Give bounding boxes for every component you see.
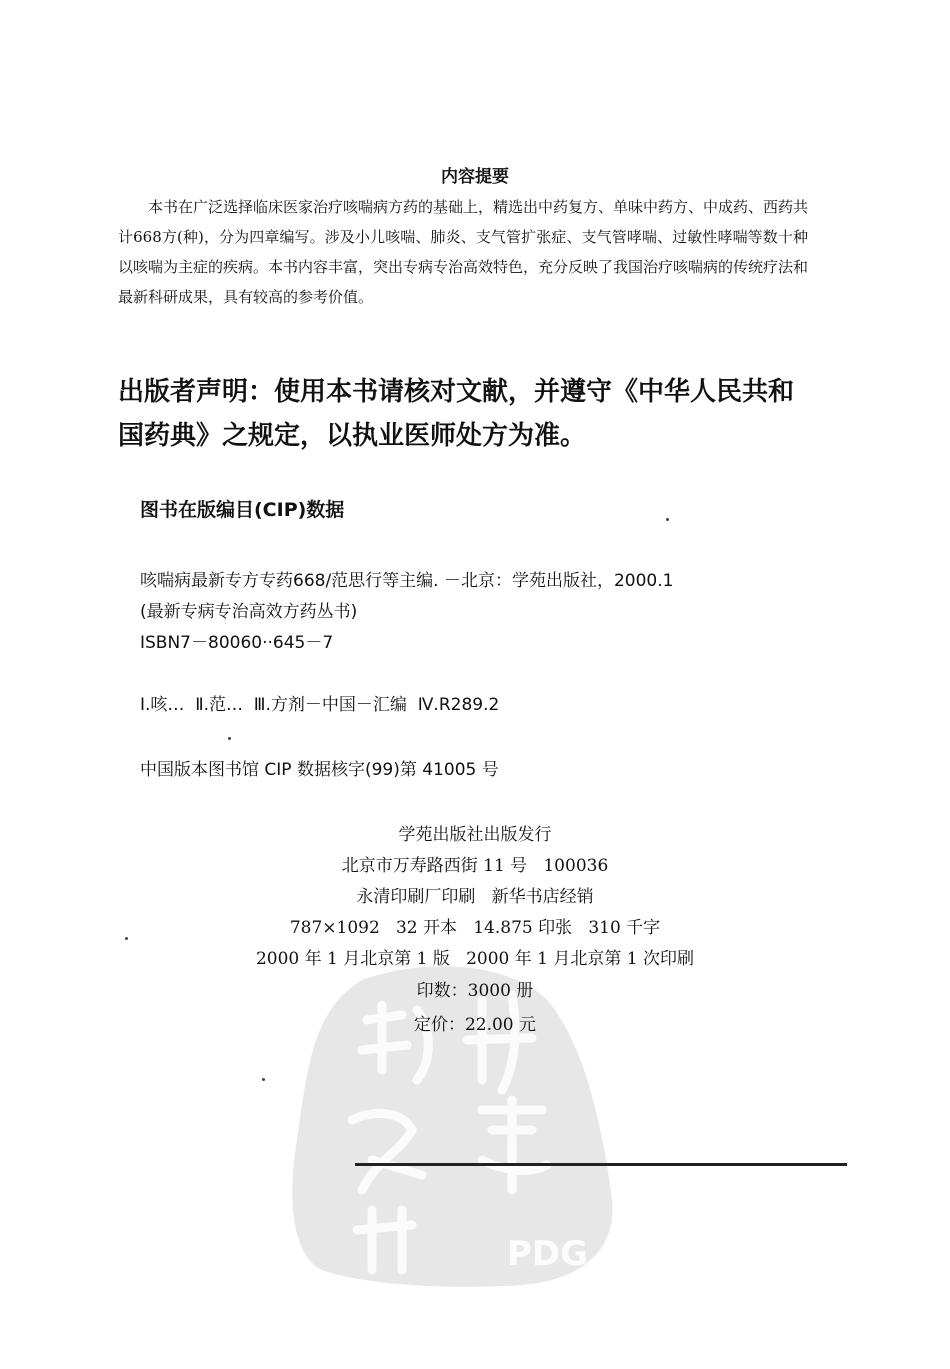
summary-heading: 内容提要 [441, 167, 509, 187]
pub-price: 定价：22.00 元 [413, 1015, 537, 1035]
speck [125, 937, 128, 940]
summary-text: 本书在广泛选择临床医家治疗咳喘病方药的基础上，精选出中药复方、单味中药方、中成药、西药共计668方(种)，分为四章编写。涉及小儿咳喘、肺炎、支气管扩张症、支气管哮喘、过敏性哮喘等数十种以咳喘为主症的疾病。本书内容丰富，突出专病专治高效特色，充分反映了我国治疗咳喘病的传统疗法和最新科研成果，具有较高的参考价值。 [118, 198, 809, 306]
pub-print-run: 印数：3000 册 [416, 981, 534, 1001]
pub-address: 北京市万寿路西街 11 号 100036 [341, 856, 609, 876]
cip-heading: 图书在版编目(CIP)数据 [140, 499, 345, 521]
cip-subjects: Ⅰ.咳… Ⅱ.范… Ⅲ.方剂－中国－汇编 Ⅳ.R289.2 [140, 695, 500, 715]
pub-edition: 2000 年 1 月北京第 1 版 2000 年 1 月北京第 1 次印刷 [255, 949, 695, 969]
watermark-label: PDG [507, 1234, 589, 1274]
statement-text: 使用本书请核对文献，并遵守《中华人民共和国药典》之规定，以执业医师处方为准。 [118, 377, 795, 451]
cip-series: (最新专病专治高效方药丛书) [140, 602, 358, 622]
pub-publisher: 学苑出版社出版发行 [398, 825, 552, 845]
bottom-rule [355, 1163, 847, 1166]
pub-printer: 永清印刷厂印刷 新华书店经销 [356, 887, 594, 907]
cip-approval: 中国版本图书馆 CIP 数据核字(99)第 41005 号 [140, 760, 499, 780]
pub-format: 787×1092 32 开本 14.875 印张 310 千字 [289, 918, 661, 938]
speck [666, 518, 669, 521]
speck [262, 1078, 265, 1081]
speck [228, 737, 231, 740]
cip-record: 咳喘病最新专方专药668/范思行等主编. －北京：学苑出版社，2000.1 [140, 571, 674, 591]
statement-lead: 出版者声明： [118, 377, 275, 407]
summary-body [118, 192, 808, 312]
publisher-statement [118, 370, 808, 458]
cip-isbn: ISBN7－80060··645－7 [140, 633, 334, 653]
